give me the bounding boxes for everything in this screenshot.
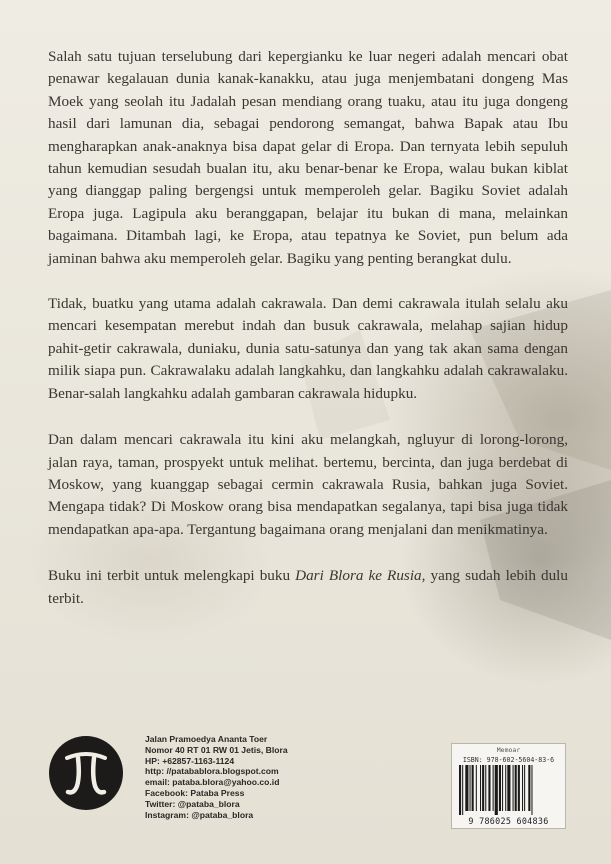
- barcode-bar: [465, 765, 468, 811]
- body-text: [48, 46, 568, 633]
- closing-text: Buku ini terbit untuk melengkapi buku: [48, 567, 296, 585]
- barcode-bar: [472, 765, 474, 811]
- barcode-bar: [462, 765, 463, 815]
- instagram: Instagram: @pataba_blora: [145, 809, 254, 820]
- barcode-bar: [513, 765, 514, 811]
- paragraph: Dan dalam mencari cakrawala itu kini aku melangkah, ngluyur di lorong-lorong, jalan raya, taman, prospyekt untuk melihat. bertemu, bercinta, dan juga berdebat di Moskow, yang kuanggap sebagai cermin cakrawala Rusia, bahkan juga Soviet. Mengapa tidak? Di Moskow orang bisa mendapatkan segalanya, tapi bisa juga tidak mendapatkan apa-apa. Tergantung bagaimana orang menjalani dan menikmatinya.: [48, 431, 568, 538]
- publisher-address: [145, 734, 288, 820]
- twitter: Twitter: @pataba_blora: [145, 798, 240, 809]
- closing-paragraph: [48, 565, 568, 610]
- barcode-digits: 9 786025 604836: [468, 816, 549, 826]
- email: email: pataba.blora@yahoo.co.id: [145, 777, 280, 788]
- barcode-bar: [488, 765, 490, 811]
- barcode-bar: [459, 765, 461, 815]
- barcode-bar: [505, 765, 506, 811]
- barcode-bar: [476, 765, 477, 811]
- phone: HP: +62857-1163-1124: [145, 755, 235, 766]
- barcode-bar: [470, 765, 471, 811]
- barcode-category: Memoar: [496, 746, 521, 754]
- barcode-bar: [482, 765, 484, 811]
- paragraph: Tidak, buatku yang utama adalah cakrawala. Dan demi cakrawala itulah selalu aku mencari kesempatan merebut indah dan busuk cakrawala, melahap sajian hidup pahit-getir cakrawala, duniaku, dunia satu-satunya dan yang tak akan sama dengan milik siapa pun. Cakrawalaku adalah langkahku, dan langkahku adalah cakrawalaku. Benar-salah langkahku adalah gambaran cakrawala hidupku.: [48, 295, 568, 402]
- barcode-bar: [485, 765, 486, 811]
- website: http: //patabablora.blogspot.com: [145, 766, 279, 777]
- isbn-barcode: [451, 743, 566, 829]
- isbn-label: ISBN: 978-602-5604-83-6: [462, 756, 555, 764]
- barcode-bar: [495, 765, 498, 815]
- paragraph: Salah satu tujuan terselubung dari kepergianku ke luar negeri adalah mencari obat penawar kegalauan dunia kanak-kanakku, atau juga menjembatani dongeng Mas Moek yang seolah itu Jadalah pesan mendiang orang tuaku, atau itu juga dongeng hasil dari lamunan dia, sebagai pendorong semangat, bahwa Bapak atau Ibu mengharapkan anak-anaknya bisa dapat gelar di Eropa. Dan ternyata lebih sepuluh tahun kemudian sesudah bualan itu, aku benar-benar ke Eropa, walau bukan kiblat yang dianggap paling bergengsi untuk memperoleh gelar. Bagiku Soviet adalah Eropa juga. Lagipula aku beranggapan, belajar itu bukan di mana, melainkan bagaimana. Ditambah lagi, ke Eropa, atau tepatnya ke Soviet, pun belum ada jaminan bahwa aku memperoleh gelar. Bagiku yang penting berangkat dulu.: [48, 48, 568, 267]
- barcode-bar: [499, 765, 501, 811]
- closing-text: , yang sudah lebih dulu terbit.: [48, 567, 568, 607]
- book-title: Dari Blora ke Rusia: [295, 567, 422, 585]
- barcode-bar: [480, 765, 481, 811]
- barcode-bar: [531, 765, 532, 815]
- barcode-bar: [518, 765, 520, 811]
- barcode-bar: [502, 765, 503, 811]
- barcode-bar: [528, 765, 530, 811]
- facebook: Facebook: Pataba Press: [145, 787, 245, 798]
- publisher-logo-icon: [49, 736, 123, 810]
- barcode-bar: [515, 765, 517, 811]
- address-line: Jalan Pramoedya Ananta Toer: [145, 734, 268, 744]
- barcode-bar: [524, 765, 525, 811]
- address-line: Nomor 40 RT 01 RW 01 Jetis, Blora: [145, 744, 288, 755]
- barcode-bar: [507, 765, 510, 811]
- barcode-bars: [459, 765, 558, 815]
- barcode-bar: [493, 765, 494, 811]
- barcode-bar: [522, 765, 523, 811]
